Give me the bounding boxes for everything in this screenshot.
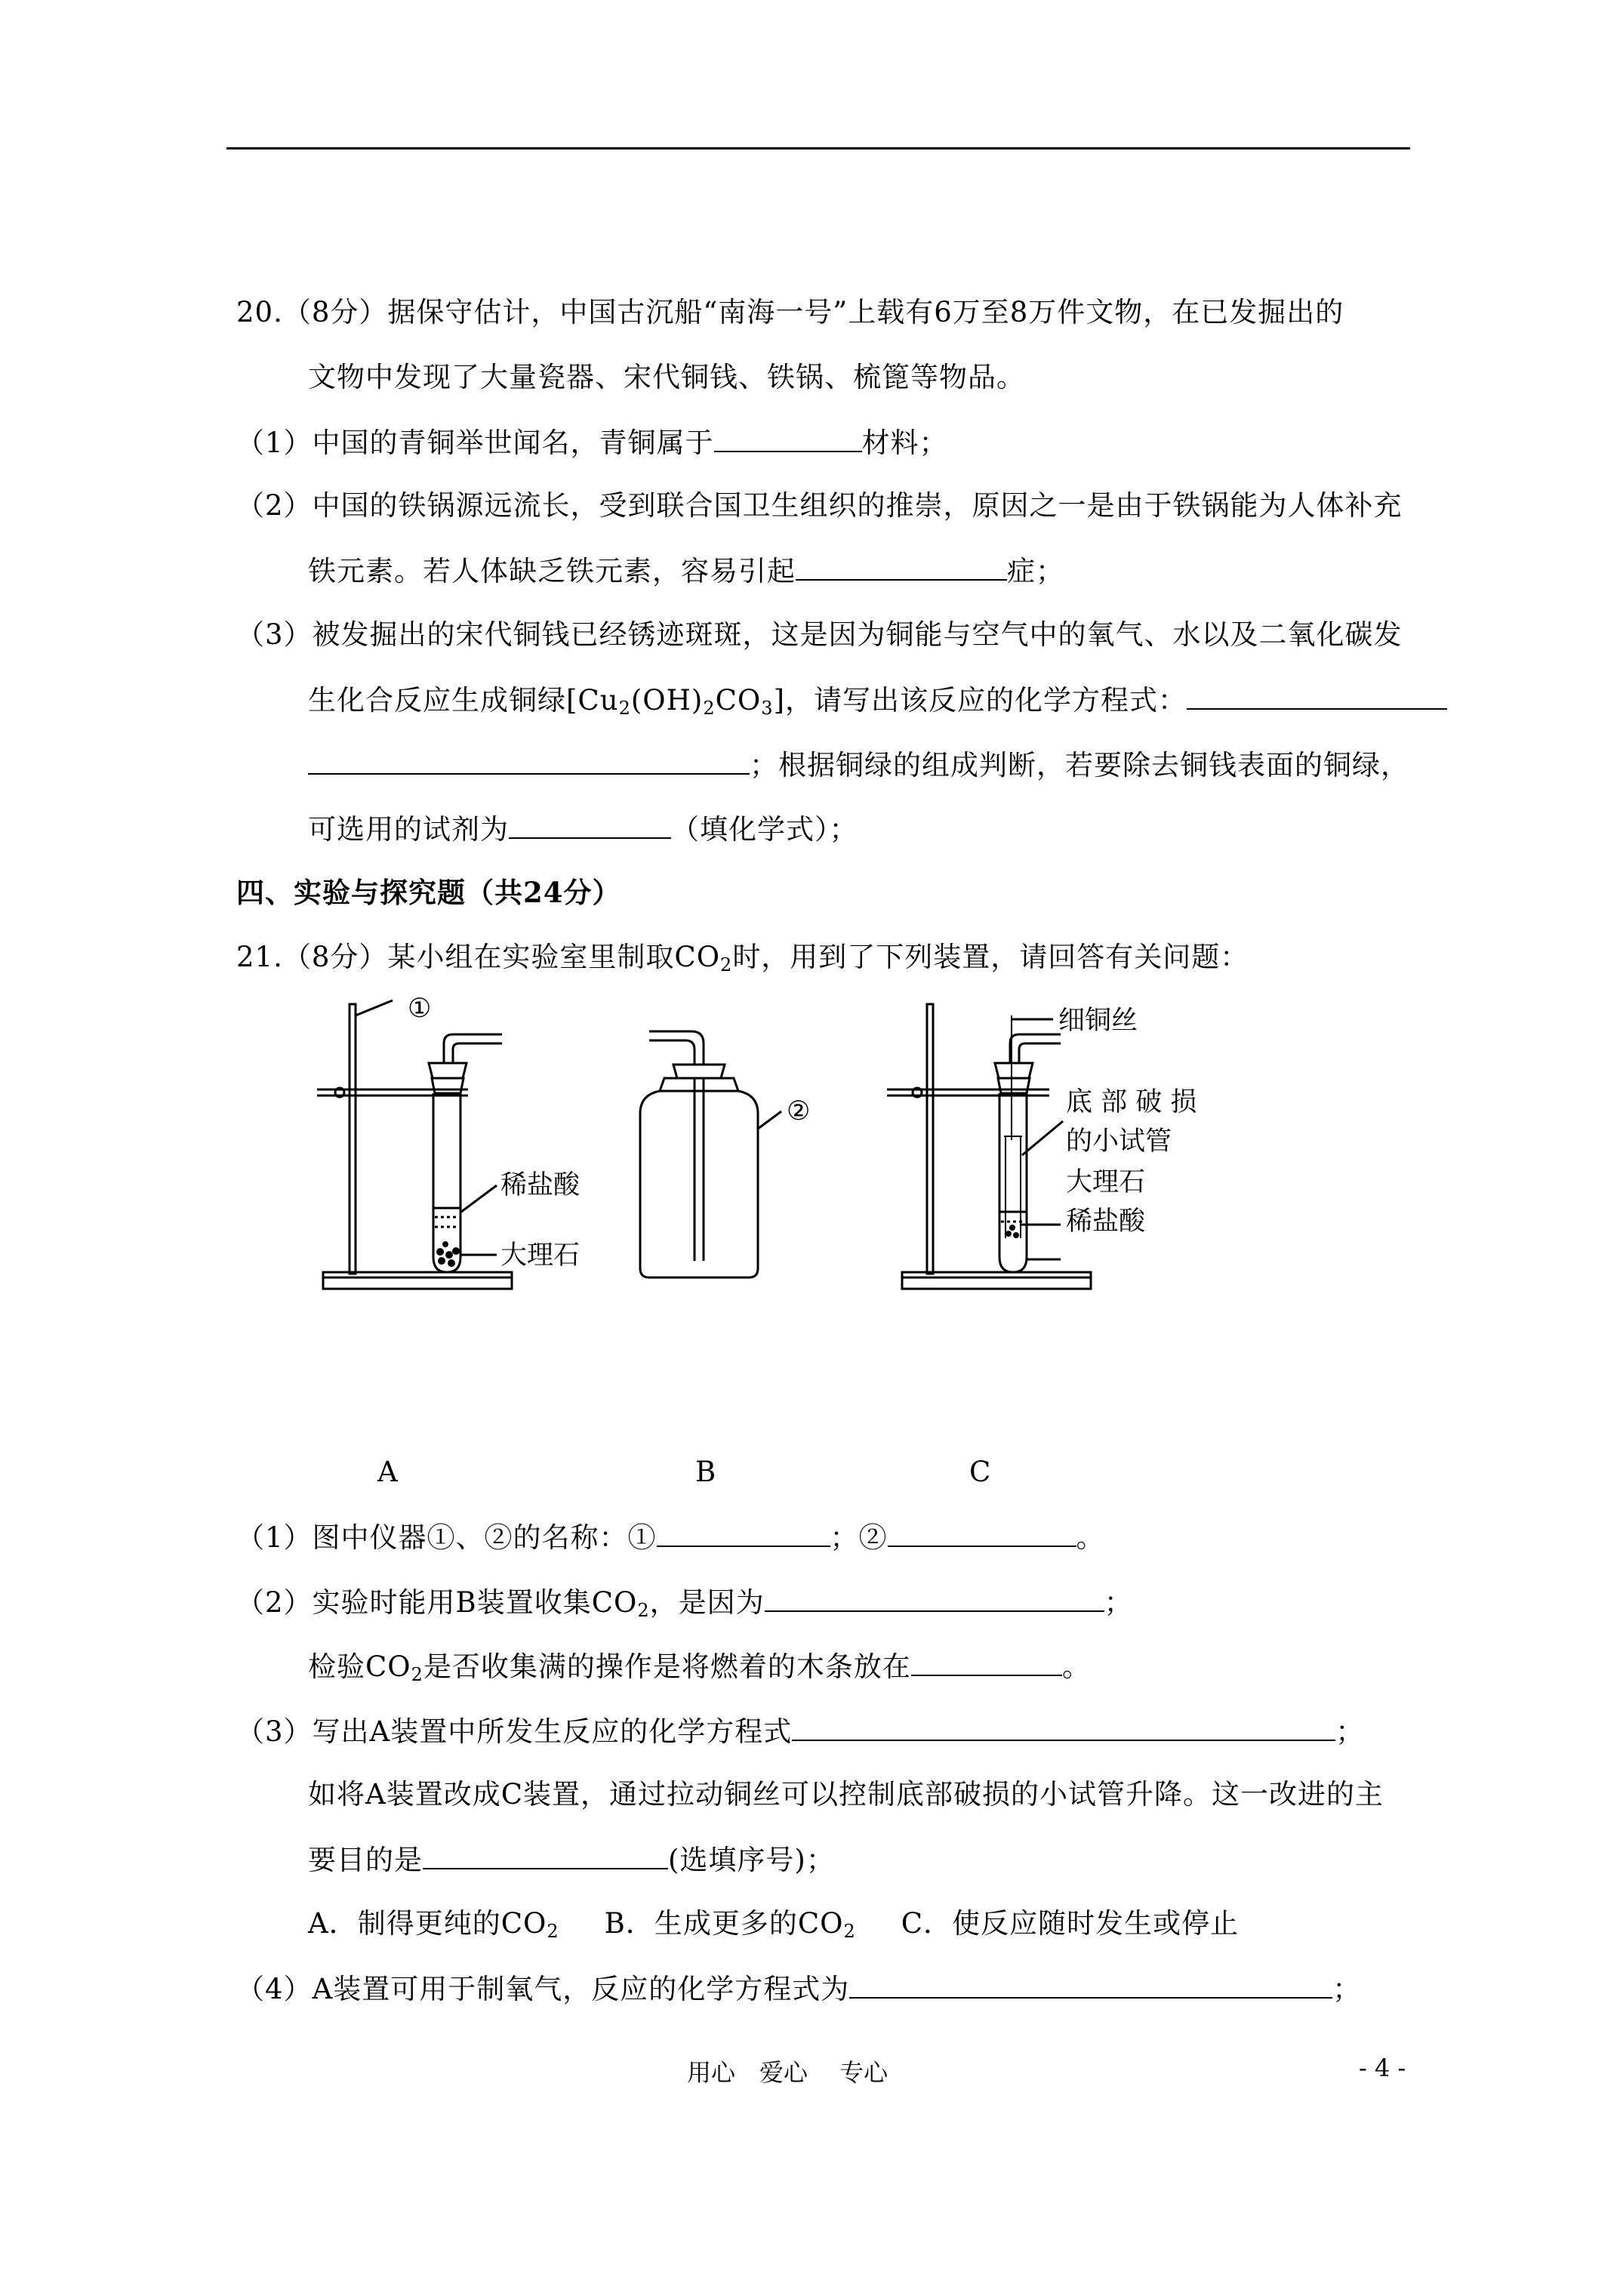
q20-part3-line3: ；根据铜绿的组成判断，若要除去铜钱表面的铜绿，: [308, 747, 1409, 782]
label-circle-2: ②: [787, 1096, 811, 1126]
label-c-acid: 稀盐酸: [1066, 1207, 1146, 1237]
answer-blank[interactable]: [849, 1971, 1332, 1999]
q20-line2: 文物中发现了大量瓷器、宋代铜钱、铁锅、梳篦等物品。: [308, 361, 1025, 393]
q21-part3-line2: 如将A装置改成C装置，通过拉动铜丝可以控制底部破损的小试管升降。这一改进的主: [308, 1778, 1384, 1811]
answer-blank[interactable]: [765, 1585, 1104, 1612]
q21-part4: （4）A装置可用于制氧气，反应的化学方程式为 ；: [236, 1973, 1362, 2005]
q21-part2-line1: （2）实验时能用B装置收集$CO_2$，是因为 ；: [236, 1586, 1133, 1621]
caption-c: C: [969, 1456, 992, 1488]
label-c-marble: 大理石: [1066, 1167, 1146, 1197]
q20-part3-line4: 可选用的试剂为 （填化学式）；: [308, 813, 858, 846]
label-c-tube-line2: 的小试管: [1066, 1126, 1172, 1157]
section-heading: 四、实验与探究题（共24分）: [236, 876, 621, 909]
apparatus-figure: [317, 982, 1253, 1299]
answer-blank[interactable]: [308, 747, 750, 775]
option-a[interactable]: A．制得更纯的$CO_2$: [308, 1907, 559, 1942]
caption-b: B: [695, 1456, 717, 1488]
page-number: - 4 -: [1359, 2054, 1406, 2082]
q20-part2-line2: 铁元素。若人体缺乏铁元素，容易引起 症；: [308, 555, 1064, 587]
q21-part3-line3: 要目的是 (选填序号)；: [308, 1844, 835, 1876]
answer-blank[interactable]: [423, 1842, 668, 1869]
option-b[interactable]: B．生成更多的$CO_2$: [604, 1907, 856, 1942]
answer-blank[interactable]: [509, 812, 671, 839]
apparatus-a: [317, 1000, 512, 1289]
q20-part2-line1: （2）中国的铁锅源远流长，受到联合国卫生组织的推崇，原因之一是由于铁锅能为人体补充: [236, 489, 1403, 522]
apparatus-b: [640, 1031, 781, 1277]
option-c[interactable]: C．使反应随时发生或停止: [901, 1907, 1240, 1940]
answer-blank[interactable]: [911, 1649, 1062, 1676]
answer-blank[interactable]: [796, 553, 1007, 581]
q20-line1: 20.（8分）据保守估计，中国古沉船“南海一号”上载有6万至8万件文物，在已发掘出的: [236, 296, 1344, 328]
label-a-marble: 大理石: [500, 1240, 581, 1271]
q20-part1: （1）中国的青铜举世闻名，青铜属于 材料；: [236, 427, 948, 459]
q21-part3-line1: （3）写出A装置中所发生反应的化学方程式 ；: [236, 1715, 1365, 1748]
q21-part1: （1）图中仪器①、②的名称：① ；② 。: [236, 1521, 1105, 1554]
q20-part3-line1: （3）被发掘出的宋代铜钱已经锈迹斑斑，这是因为铜能与空气中的氧气、水以及二氧化碳发: [236, 618, 1403, 651]
q21-options: [308, 1907, 1239, 1940]
label-circle-1: ①: [408, 994, 432, 1024]
header-rule: [226, 147, 1410, 149]
answer-blank[interactable]: [792, 1714, 1335, 1741]
label-c-wire: 细铜丝: [1058, 1006, 1138, 1036]
apparatus-c: [887, 1004, 1091, 1289]
answer-blank[interactable]: [1187, 683, 1447, 710]
answer-blank[interactable]: [657, 1520, 830, 1547]
caption-a: A: [377, 1456, 399, 1488]
label-c-tube-line1: 底 部 破 损: [1066, 1087, 1197, 1117]
footer-motto: 用心 爱心 专心: [687, 2058, 888, 2087]
q20-part3-line2: 生化合反应生成铜绿$[Cu_2(OH)_2CO_3]$，请写出该反应的化学方程式：: [308, 683, 1447, 717]
answer-blank[interactable]: [714, 425, 862, 452]
q21-intro: 21.（8分）某小组在实验室里制取$CO_2$时，用到了下列装置，请回答有关问题：: [236, 941, 1249, 975]
q21-part2-line2: 检验$CO_2$是否收集满的操作是将燃着的木条放在 。: [308, 1650, 1091, 1685]
label-a-acid: 稀盐酸: [500, 1170, 581, 1200]
answer-blank[interactable]: [888, 1520, 1076, 1547]
